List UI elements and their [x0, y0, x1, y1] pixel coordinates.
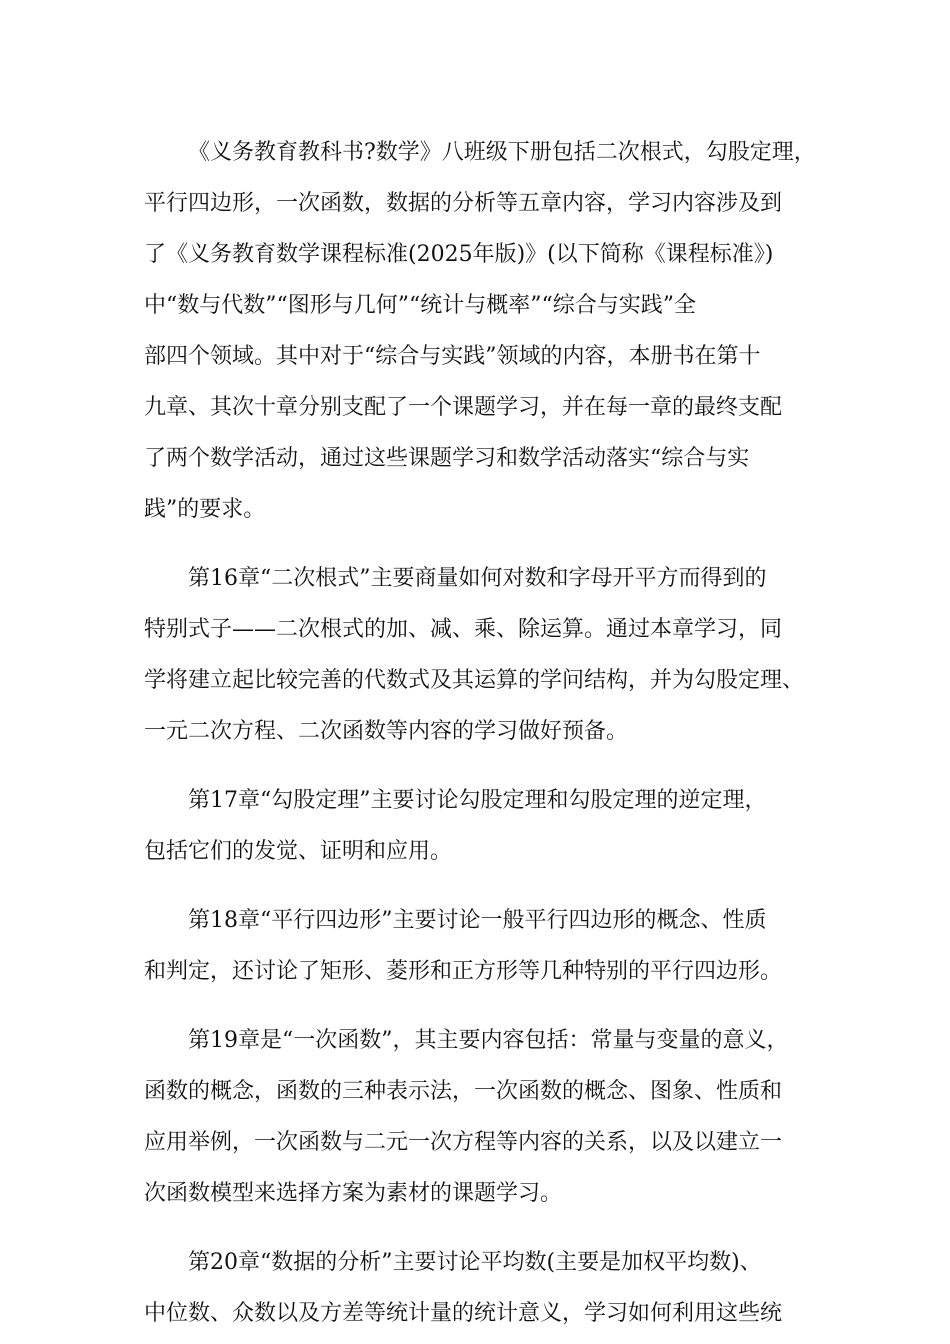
paragraph-5: [144, 1015, 820, 1219]
paragraph-line: 次函数模型来选择方案为素材的课题学习。: [144, 1181, 563, 1206]
paragraph-line: 《义务教育教科书?数学》八班级下册包括二次根式，勾股定理，: [188, 140, 816, 165]
paragraph-2: [144, 553, 820, 757]
paragraph-line: 平行四边形，一次函数，数据的分析等五章内容，学习内容涉及到: [144, 191, 783, 216]
paragraph-line: 中“数与代数”“图形与几何”“统计与概率”“综合与实践”全: [144, 293, 696, 318]
paragraph-3: [144, 775, 820, 877]
paragraph-line: 部四个领域。其中对于“综合与实践”领域的内容，本册书在第十: [144, 344, 761, 369]
paragraph-line: 应用举例，一次函数与二元一次方程等内容的关系，以及以建立一: [144, 1130, 783, 1155]
paragraph-line: 第17章“勾股定理”主要讨论勾股定理和勾股定理的逆定理，: [188, 788, 767, 813]
paragraph-line: 九章、其次十章分别支配了一个课题学习，并在每一章的最终支配: [144, 395, 783, 420]
paragraph-6: [144, 1237, 820, 1339]
paragraph-line: 第20章“数据的分析”主要讨论平均数(主要是加权平均数)、: [188, 1250, 762, 1275]
paragraph-line: 第16章“二次根式”主要商量如何对数和字母开平方而得到的: [188, 566, 767, 591]
paragraph-line: 第19章是“一次函数”，其主要内容包括：常量与变量的意义，: [188, 1028, 789, 1053]
paragraph-line: 了《义务教育数学课程标准(2025年版)》(以下简称《课程标准》): [144, 242, 774, 267]
paragraph-line: 第18章“平行四边形”主要讨论一般平行四边形的概念、性质: [188, 908, 767, 933]
paragraph-line: 特别式子——二次根式的加、减、乘、除运算。通过本章学习，同: [144, 617, 783, 642]
paragraph-line: 学将建立起比较完善的代数式及其运算的学问结构，并为勾股定理、: [144, 668, 805, 693]
paragraph-line: 践”的要求。: [144, 497, 266, 522]
paragraph-line: 包括它们的发觉、证明和应用。: [144, 839, 453, 864]
paragraph-line: 了两个数学活动，通过这些课题学习和数学活动落实“综合与实: [144, 446, 750, 471]
paragraph-4: [144, 895, 820, 997]
paragraph-line: 一元二次方程、二次函数等内容的学习做好预备。: [144, 719, 629, 744]
paragraph-line: 中位数、众数以及方差等统计量的统计意义，学习如何利用这些统: [144, 1301, 783, 1326]
document-body: [144, 127, 820, 1339]
paragraph-line: 函数的概念，函数的三种表示法，一次函数的概念、图象、性质和: [144, 1079, 783, 1104]
paragraph-1: [144, 127, 820, 535]
paragraph-line: 和判定，还讨论了矩形、菱形和正方形等几种特别的平行四边形。: [144, 959, 783, 984]
